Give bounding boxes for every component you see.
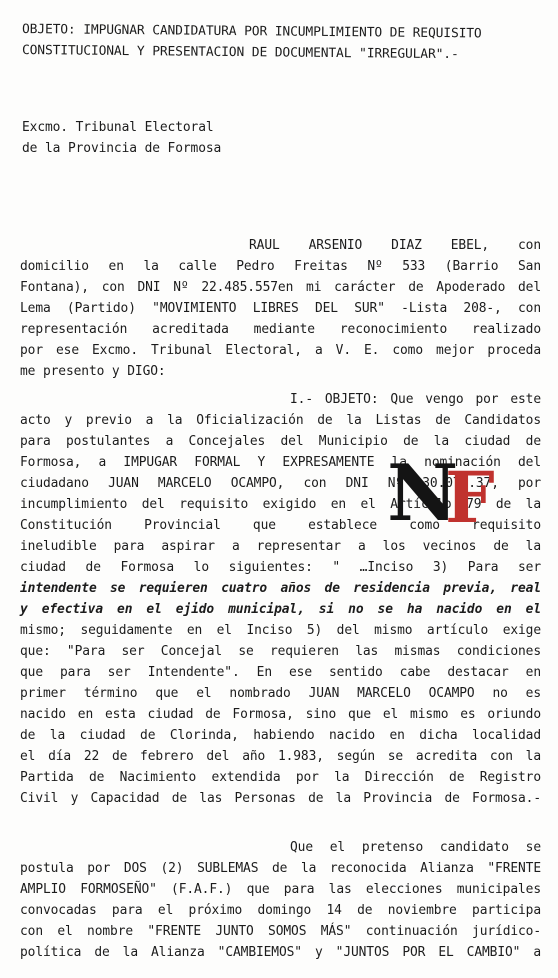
body-line: nacido en esta ciudad de Formosa, sino que el mismo es oriundo — [20, 707, 541, 722]
body-line: acto y previo a la Oficialización de la Listas de Candidatos — [20, 413, 541, 428]
body-line: Civil y Capacidad de las Personas de la Provincia de Formosa.- — [20, 791, 541, 806]
body-line: domicilio en la calle Pedro Freitas Nº 533 (Barrio San — [20, 259, 541, 274]
body-line: por ese Excmo. Tribunal Electoral, a V. E. como mejor proceda — [20, 343, 541, 358]
body-line: con el nombre "FRENTE JUNTO SOMOS MÁS" continuación jurídico- — [20, 924, 541, 939]
body-line: RAUL ARSENIO DIAZ EBEL, con — [249, 238, 541, 253]
body-line: ciudadano JUAN MARCELO OCAMPO, con DNI Nº 30.076.37, por — [20, 476, 541, 491]
body-line: para postulantes a Concejales del Municipio de la ciudad de — [20, 434, 541, 449]
body-line: ineludible para aspirar a representar a los vecinos de la — [20, 539, 541, 554]
quoted-clause-line: y efectiva en el ejido municipal, si no se ha nacido en el — [20, 602, 541, 617]
subject-heading-line-1: OBJETO: IMPUGNAR CANDIDATURA POR INCUMPLIMIENTO DE REQUISITO — [21, 22, 482, 42]
body-line: Constitución Provincial que establece como requisito — [20, 518, 541, 533]
watermark-letter-f: F — [445, 456, 495, 530]
body-line: política de la Alianza "CAMBIEMOS" y "JUNTOS POR EL CAMBIO" a — [20, 945, 541, 960]
body-line: de la ciudad de Clorinda, habiendo nacido en dicha localidad — [20, 728, 541, 743]
section-heading-objeto: I.- OBJETO: Que vengo por este — [290, 392, 541, 407]
body-line: Lema (Partido) "MOVIMIENTO LIBRES DEL SUR" -Lista 208-, con — [20, 301, 541, 316]
quoted-clause-line: intendente se requieren cuatro años de residencia previa, real — [20, 581, 541, 596]
addressee-line-2: de la Provincia de Formosa — [22, 141, 222, 156]
addressee-line-1: Excmo. Tribunal Electoral — [22, 120, 214, 135]
body-line: me presento y DIGO: — [20, 364, 166, 379]
body-line: el día 22 de febrero del año 1.983, según se acredita con la — [20, 749, 541, 764]
body-line: incumplimiento del requisito exigido en el Artículo 79 de la — [20, 497, 541, 512]
body-line: que para ser Intendente". En ese sentido cabe destacar en — [20, 665, 541, 680]
body-line: representación acreditada mediante reconocimiento realizado — [20, 322, 541, 337]
body-line: primer término que el nombrado JUAN MARCELO OCAMPO no es — [20, 686, 541, 701]
body-line: Partida de Nacimiento extendida por la Dirección de Registro — [20, 770, 541, 785]
body-line: Fontana), con DNI Nº 22.485.557en mi carácter de Apoderado del — [20, 280, 541, 295]
body-line: ciudad de Formosa lo siguientes: " …Inciso 3) Para ser — [20, 560, 541, 575]
body-line: postula por DOS (2) SUBLEMAS de la reconocida Alianza "FRENTE — [20, 861, 541, 876]
watermark-letter-n: N — [387, 450, 459, 530]
body-line: Que el pretenso candidato se — [290, 840, 541, 855]
body-line: Formosa, a IMPUGAR FORMAL Y EXPRESAMENTE la nominación del — [20, 455, 541, 470]
body-line: AMPLIO FORMOSEÑO" (F.A.F.) que para las elecciones municipales — [20, 882, 541, 897]
subject-heading-line-2: CONSTITUCIONAL Y PRESENTACION DE DOCUMENTAL "IRREGULAR".- — [21, 43, 459, 63]
body-line: que: "Para ser Concejal se requieren las mismas condiciones — [20, 644, 541, 659]
body-line: convocadas para el próximo domingo 14 de noviembre participa — [20, 903, 541, 918]
body-line: mismo; seguidamente en el Inciso 5) del mismo artículo exige — [20, 623, 541, 638]
